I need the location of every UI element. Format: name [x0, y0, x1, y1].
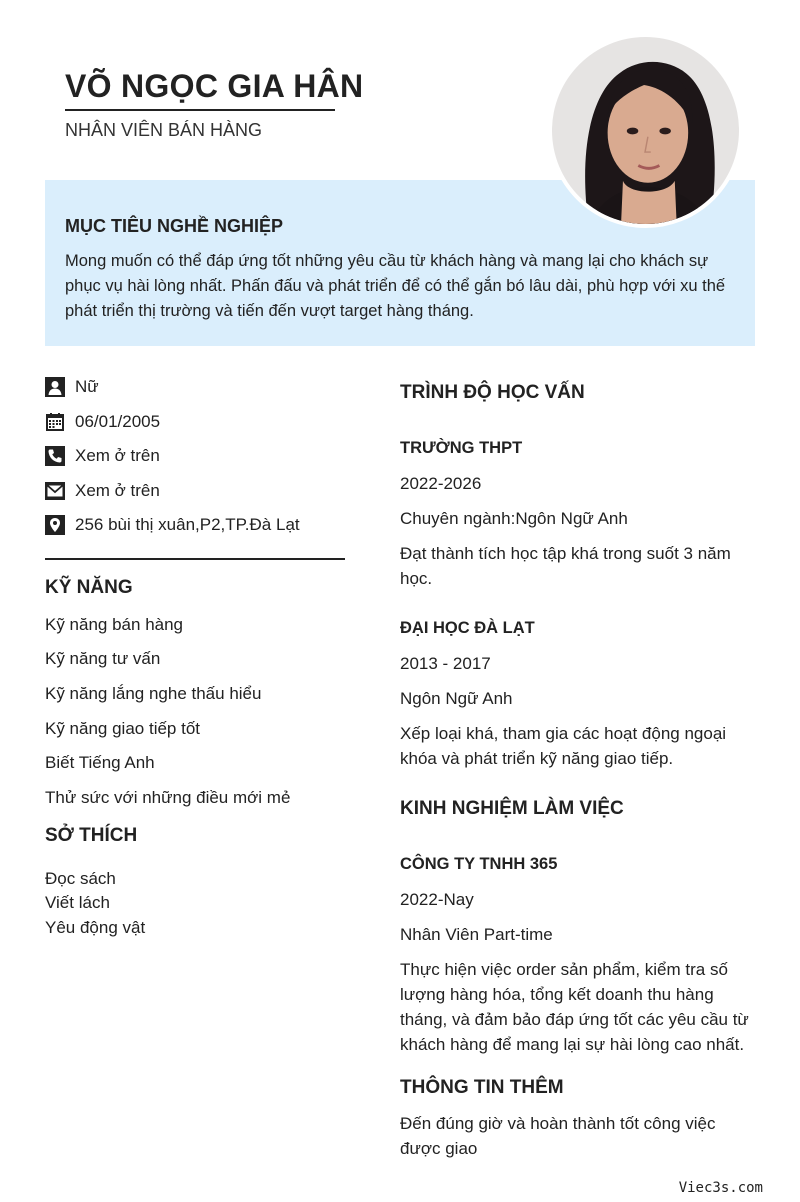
experience-position: Nhân Viên Part-time	[400, 925, 553, 944]
email-icon	[45, 481, 65, 501]
additional-info-title: THÔNG TIN THÊM	[400, 1077, 564, 1098]
candidate-name: VÕ NGỌC GIA HÂN	[65, 68, 364, 104]
skill-item: Kỹ năng lắng nghe thấu hiểu	[45, 683, 262, 703]
contact-text: 256 bùi thị xuân,P2,TP.Đà Lạt	[75, 515, 300, 535]
contact-text: Xem ở trên	[75, 446, 160, 466]
calendar-icon	[45, 412, 65, 432]
contact-birthday	[45, 405, 345, 440]
person-icon	[45, 377, 65, 397]
skill-item: Kỹ năng bán hàng	[45, 614, 184, 634]
phone-icon	[45, 446, 65, 466]
objective-title: MỤC TIÊU NGHỀ NGHIỆP	[65, 216, 284, 236]
experience-title: KINH NGHIỆM LÀM VIỆC	[400, 798, 624, 819]
hobby-item: Yêu động vật	[45, 917, 146, 937]
education-period: 2013 - 2017	[400, 654, 491, 673]
profile-photo	[548, 33, 743, 228]
skills-title: KỸ NĂNG	[45, 576, 133, 598]
additional-info-text: Đến đúng giờ và hoàn thành tốt công việc được giao	[400, 1114, 716, 1158]
company-name: CÔNG TY TNHH 365	[400, 855, 558, 873]
hobby-item: Viết lách	[45, 893, 110, 913]
skill-item: Kỹ năng tư vấn	[45, 649, 161, 669]
job-title: NHÂN VIÊN BÁN HÀNG	[65, 120, 263, 140]
school-name: TRƯỜNG THPT	[400, 439, 523, 457]
education-major: Ngôn Ngữ Anh	[400, 689, 513, 708]
watermark: Viec3s.com	[678, 1180, 763, 1196]
education-title: TRÌNH ĐỘ HỌC VẤN	[400, 382, 585, 403]
skill-item: Thử sức với những điều mới mẻ	[45, 787, 291, 807]
contact-address	[45, 508, 345, 543]
experience-description: Thực hiện việc order sản phẩm, kiểm tra số lượng hàng hóa, tổng kết doanh thu hàng tháng, và đảm bảo đáp ứng tốt các yêu cầu từ khách hàng để mang lại sự hài lòng cao nhất.	[400, 960, 749, 1054]
hobbies-title: SỞ THÍCH	[45, 824, 138, 846]
contact-text: 06/01/2005	[75, 411, 161, 431]
contact-phone	[45, 439, 345, 474]
contact-text: Nữ	[75, 377, 99, 397]
portrait-illustration	[552, 37, 739, 224]
education-description: Xếp loại khá, tham gia các hoạt động ngoại khóa và phát triển kỹ năng giao tiếp.	[400, 724, 727, 768]
education-major: Chuyên ngành:Ngôn Ngữ Anh	[400, 509, 628, 528]
section-divider	[45, 558, 345, 560]
location-icon	[45, 515, 65, 535]
school-name: ĐẠI HỌC ĐÀ LẠT	[400, 619, 535, 637]
education-description: Đạt thành tích học tập khá trong suốt 3 năm học.	[400, 544, 731, 588]
contact-text: Xem ở trên	[75, 480, 160, 500]
right-column	[400, 382, 760, 1161]
objective-text: Mong muốn có thể đáp ứng tốt những yêu cầu từ khách hàng và mang lại cho khách sự phục vụ hài lòng nhất. Phấn đấu và phát triển để có thể gắn bó lâu dài, phù hợp với xu thế phát triển thị trường và tiến đến vượt target hàng tháng.	[65, 252, 726, 320]
skill-item: Biết Tiếng Anh	[45, 753, 155, 773]
contact-gender	[45, 370, 345, 405]
left-column	[45, 370, 345, 940]
contact-email	[45, 474, 345, 509]
name-underline	[65, 109, 335, 111]
education-period: 2022-2026	[400, 474, 482, 493]
skill-item: Kỹ năng giao tiếp tốt	[45, 718, 201, 738]
hobby-item: Đọc sách	[45, 868, 116, 888]
experience-period: 2022-Nay	[400, 890, 474, 909]
